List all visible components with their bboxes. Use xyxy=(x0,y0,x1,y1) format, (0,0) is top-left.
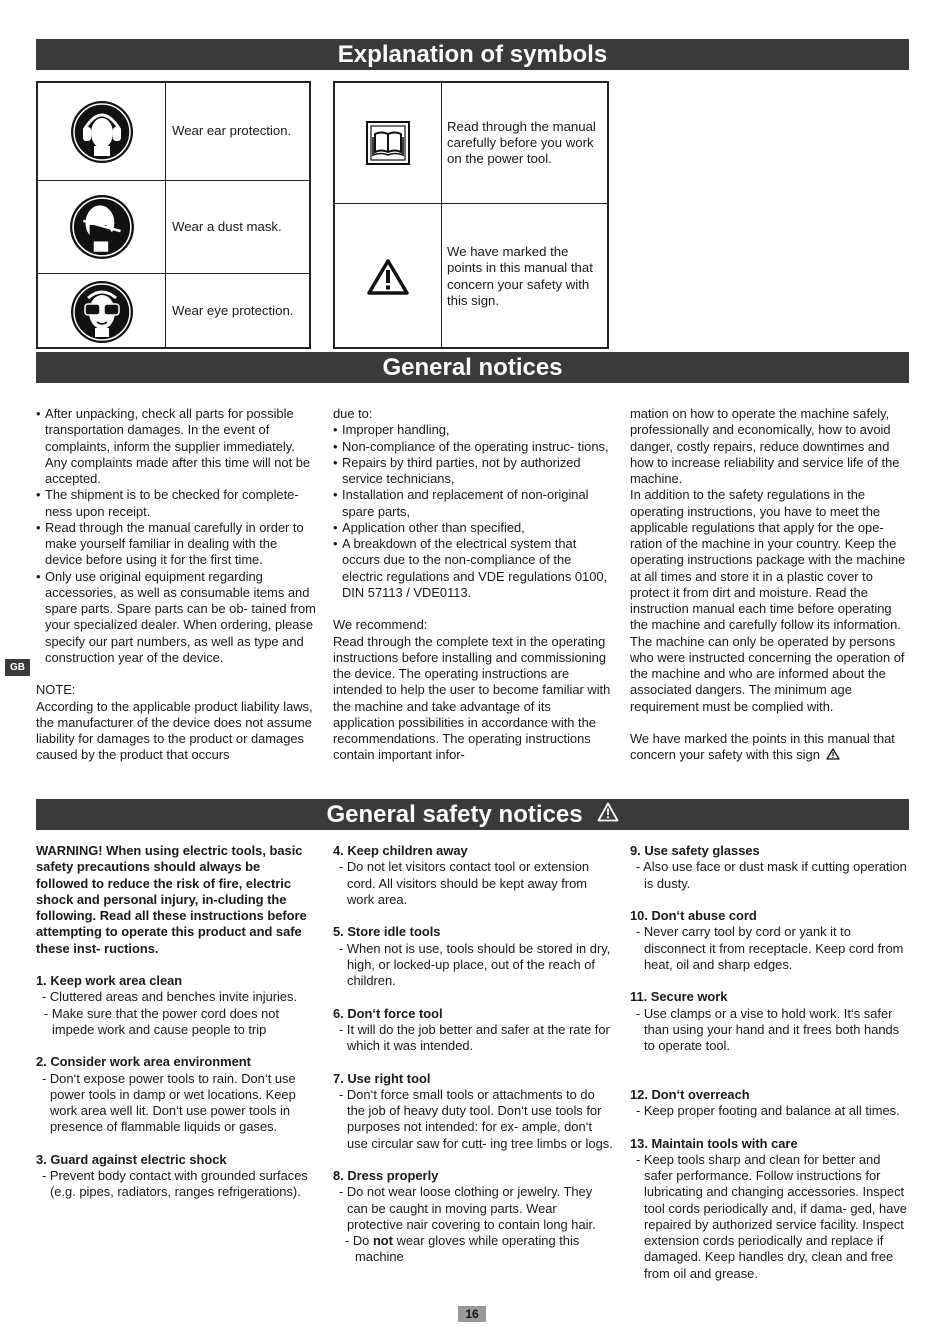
ear-protection-icon xyxy=(70,100,134,164)
item-line: - Do not wear loose clothing or jewelry. They can be caught in moving parts. Wear protective nair covering to contain long hair. xyxy=(339,1184,596,1232)
warning-text: WARNING! When using electric tools, basic safety precautions should always be followed to reduce the risk of fire, electric shock and personal injury, in-cluding the following. Read all these instructions before attempting to operate this product and safe these inst- ructions. xyxy=(36,843,307,956)
col3-para3-text: We have marked the points in this manual that concern your safety with this sign xyxy=(630,731,895,763)
general-col-3 xyxy=(630,406,910,764)
general-notices-header xyxy=(36,352,909,383)
item-title: 10. Don‘t abuse cord xyxy=(630,908,757,923)
symbol-row xyxy=(335,83,607,204)
symbol-icon-cell xyxy=(335,204,442,349)
language-tab: GB xyxy=(5,659,30,676)
item-line: - Also use face or dust mask if cutting operation is dusty. xyxy=(636,859,907,891)
item-title: 8. Dress properly xyxy=(333,1168,439,1183)
item-line: - Don‘t expose power tools to rain. Don‘t use power tools in damp or wet locations. Keep work area well lit. Don‘t use power tools in presence of flammable liquids or gases. xyxy=(42,1070,296,1135)
list-item: • Read through the manual carefully in order to make yourself familiar in dealing with the device before using it for the first time. xyxy=(36,519,304,568)
safety-notices-header xyxy=(36,799,909,830)
symbol-row xyxy=(38,181,309,274)
note-text: According to the applicable product liability laws, the manufacturer of the device does not assume liability for damages to the product or damages caused by the product that occurs xyxy=(36,698,313,763)
safety-col-1 xyxy=(36,843,316,1201)
list-item: • The shipment is to be checked for complete- ness upon receipt. xyxy=(36,487,299,519)
general-col-2 xyxy=(333,406,613,764)
symbol-row xyxy=(335,204,607,349)
symbol-icon-cell xyxy=(38,274,166,349)
list-item: • Installation and replacement of non-original spare parts, xyxy=(333,487,589,519)
col3-para1: mation on how to operate the machine safely, professionally and economically, how to avoid danger, costly repairs, reduce downtimes and how to increase reliability and service life of the machine. xyxy=(630,406,900,486)
item-title: 5. Store idle tools xyxy=(333,924,441,940)
list-item: • Non-compliance of the operating instruc- tions, xyxy=(333,438,609,454)
symbols-header-text: Explanation of symbols xyxy=(337,40,608,68)
col2-lead: due to: xyxy=(333,406,373,421)
safety-col-2 xyxy=(333,843,613,1266)
item-title: 4. Keep children away xyxy=(333,843,468,858)
item-title: 7. Use right tool xyxy=(333,1070,431,1086)
symbol-text: We have marked the points in this manual that concern your safety with this sign. xyxy=(447,243,593,308)
list-item: • Only use original equipment regarding accessories, as well as consumable items and spare parts. Spare parts can be ob- tained from your specialized dealer. When ordering, please specify our part numbers, as well as type and construction year of the device. xyxy=(36,568,316,665)
list-item: • After unpacking, check all parts for possible transportation damages. In the event of complaints, inform the supplier immediately. Any complaints made after this time will not be accepted. xyxy=(36,406,311,486)
general-col-1 xyxy=(36,406,316,764)
symbol-text: Wear eye protection. xyxy=(172,303,294,319)
item-line: - Don‘t force small tools or attachments to do the job of heavy duty tool. Don‘t use tools for purposes not intended: for ex- ample, don‘t use circular saw for cutt- ing tree limbs or logs. xyxy=(339,1086,613,1151)
symbols-header xyxy=(36,39,909,70)
item-line: - It will do the job better and safer at the rate for which it was intended. xyxy=(339,1021,610,1053)
note-label: NOTE: xyxy=(36,682,76,698)
item-title: 9. Use safety glasses xyxy=(630,843,760,858)
warning-triangle-icon xyxy=(826,748,840,760)
item-line: - Use clamps or a vise to hold work. It‘s safer than using your hand and it frees both hands to operate tool. xyxy=(636,1005,900,1053)
warning-triangle-icon xyxy=(366,258,410,296)
symbols-table-right xyxy=(333,81,609,349)
item-title: 1. Keep work area clean xyxy=(36,973,183,988)
recommend-label: We recommend: xyxy=(333,617,428,633)
item-line: - When not is use, tools should be stored in dry, high, or locked-up place, out of the reach of children. xyxy=(339,940,611,988)
symbol-text: Wear ear protection. xyxy=(172,123,292,139)
col3-para3 xyxy=(630,731,910,764)
item-title: 2. Consider work area environment xyxy=(36,1054,251,1070)
list-item: • Application other than specified, xyxy=(333,519,525,535)
page-number: 16 xyxy=(458,1306,486,1322)
eye-protection-icon xyxy=(70,280,134,344)
item-title: 3. Guard against electric shock xyxy=(36,1151,227,1167)
item-title: 12. Don‘t overreach xyxy=(630,1086,750,1102)
item-line: - Keep proper footing and balance at all times. xyxy=(636,1103,900,1118)
general-notices-header-text: General notices xyxy=(382,353,563,381)
item-title: 6. Don‘t force tool xyxy=(333,1005,443,1021)
symbol-icon-cell xyxy=(335,83,442,203)
item-line: - Do not wear gloves while operating this machine xyxy=(345,1233,580,1265)
warning-triangle-icon xyxy=(597,801,619,829)
item-line: - Prevent body contact with grounded surfaces (e.g. pipes, radiators, ranges refrigerations). xyxy=(42,1168,308,1200)
item-line: - Make sure that the power cord does not impede work and cause people to trip xyxy=(44,1005,280,1037)
symbol-icon-cell xyxy=(38,83,166,180)
col3-para2: In addition to the safety regulations in the operating instructions, you have to meet the applicable regulations that apply for the ope- ration of the machine in your country. Keep the operating instructions package with the machine at all times and store it in a plastic cover to protect it from dirt and moisture. Read the instruction manual each time before operating the machine and carefully follow its information. The machine can only be operated by persons who were instructed concerning the operation of the machine and who are informed about the associated dangers. The minimum age requirement must be complied with. xyxy=(630,487,906,714)
list-item: • Repairs by third parties, not by authorized service technicians, xyxy=(333,454,581,486)
item-title: 13. Maintain tools with care xyxy=(630,1135,798,1151)
item-line: - Cluttered areas and benches invite injuries. xyxy=(42,989,298,1005)
dust-mask-icon xyxy=(69,194,135,260)
item-line: - Keep tools sharp and clean for better and safer performance. Follow instructions for lubricating and changing accessories. Inspect tool cords periodically and, if dama- ged, have repaired by authorized service facility. Inspect extension cords periodically and replace if damaged. Keep handles dry, clean and free from oil and grease. xyxy=(636,1151,907,1281)
item-line: - Do not let visitors contact tool or extension cord. All visitors should be kept away from work area. xyxy=(339,859,590,907)
safety-notices-header-text: General safety notices xyxy=(326,800,583,828)
manual-book-icon xyxy=(364,119,412,167)
item-line: - Never carry tool by cord or yank it to disconnect it from receptacle. Keep cord from heat, oil and sharp edges. xyxy=(636,924,904,972)
symbol-row xyxy=(38,274,309,349)
symbol-text: Wear a dust mask. xyxy=(172,218,282,234)
symbols-table-left xyxy=(36,81,311,349)
recommend-text: Read through the complete text in the operating instructions before installing and commissioning the device. The operating instructions are intended to help the user to become familiar with the machine and take advantage of its application possibilities in accordance with the recommendations. The operating instructions contain important infor- xyxy=(333,633,611,763)
symbol-row xyxy=(38,83,309,181)
list-item: • Improper handling, xyxy=(333,422,450,438)
item-title: 11. Secure work xyxy=(630,989,728,1005)
symbol-icon-cell xyxy=(38,181,166,273)
safety-col-3 xyxy=(630,843,910,1282)
list-item: • A breakdown of the electrical system that occurs due to the non-compliance of the electric regulations and VDE regulations 0100, DIN 57113 / VDE0113. xyxy=(333,536,608,600)
symbol-text: Read through the manual carefully before you work on the power tool. xyxy=(447,118,596,167)
